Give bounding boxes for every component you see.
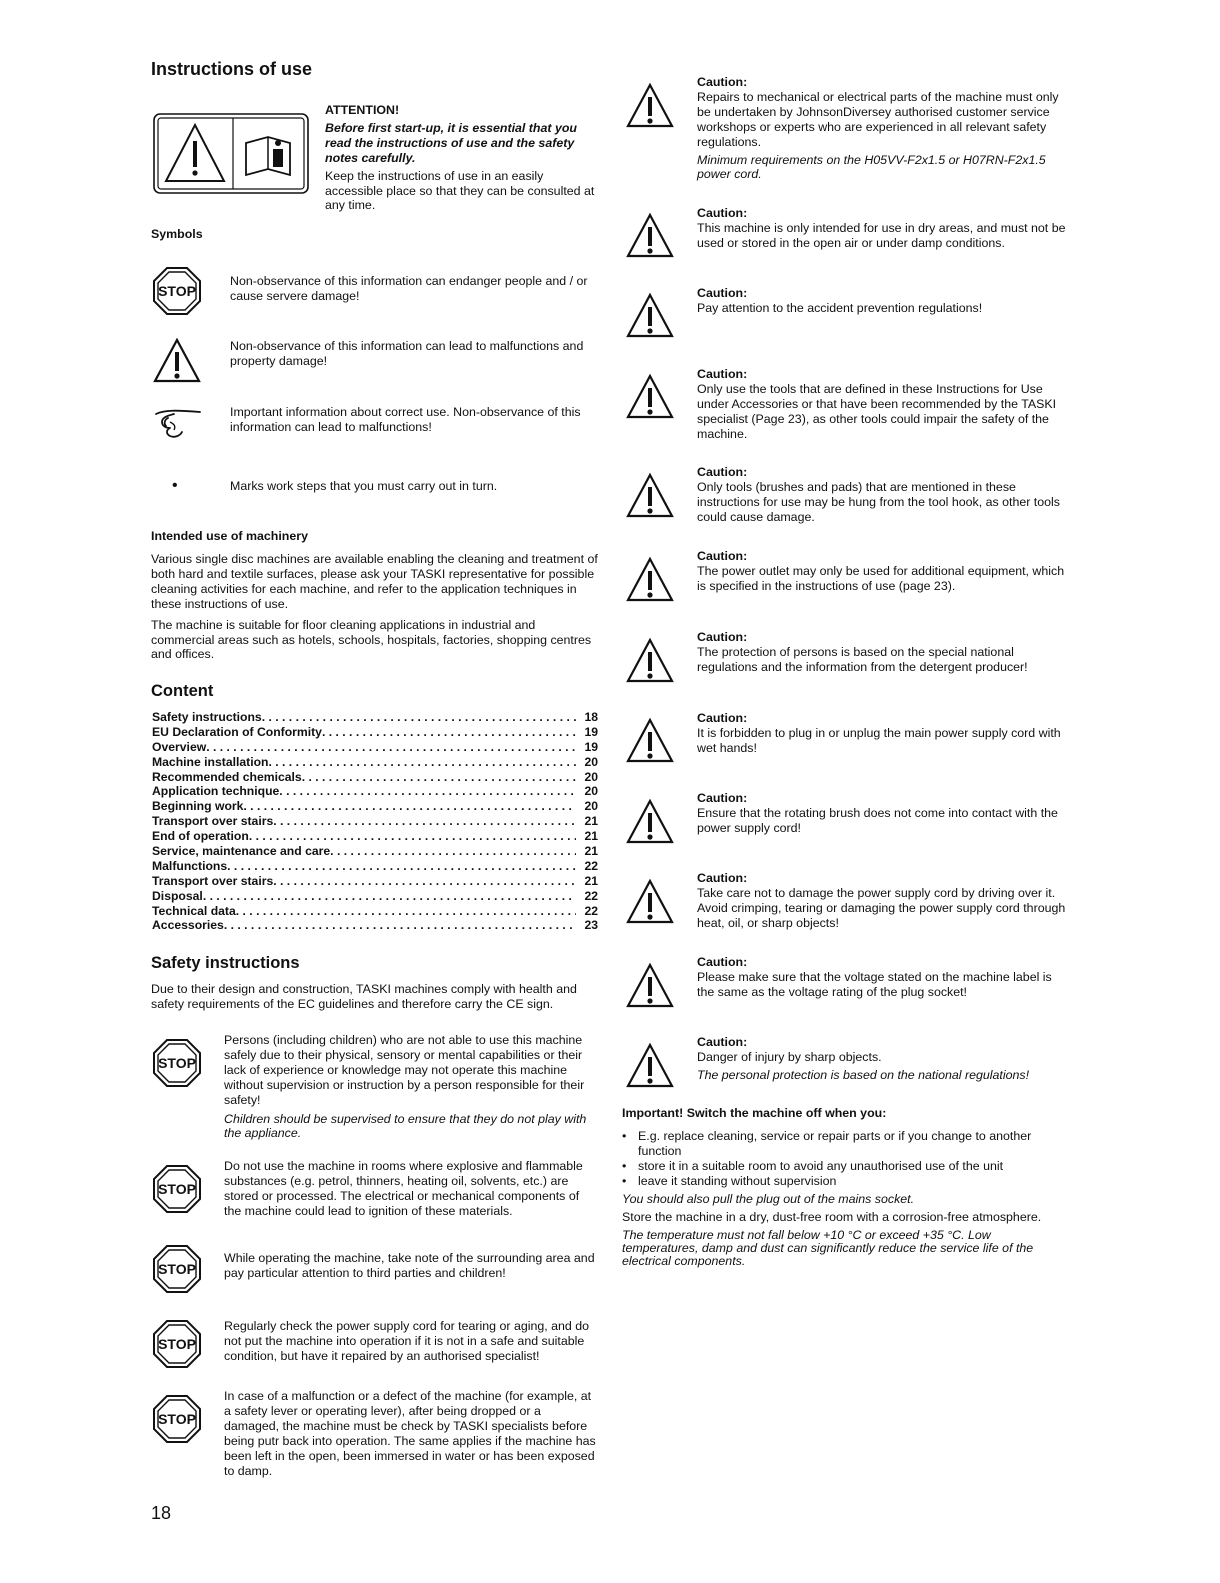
toc-entry-page: 19 <box>584 724 598 739</box>
toc-entry-label: Safety instructions <box>152 710 262 724</box>
toc-entry-page: 19 <box>584 739 598 754</box>
symbol-bullet-text: Marks work steps that you must carry out in turn. <box>230 479 498 493</box>
caution-7 <box>697 630 1069 675</box>
toc-leader-dots <box>224 918 576 933</box>
switch-off-list <box>622 1129 1068 1189</box>
safety-note-1-italic: Children should be supervised to ensure that they do not play with the appliance. <box>224 1111 587 1141</box>
safety-note-2: Do not use the machine in rooms where explosive and flammable substances (e.g. petrol, thinners, heating oil, solvents, etc.) are stored or processed. The electrical or mechanical components of the machine could lead to ignition of these materials. <box>224 1159 583 1218</box>
content-heading: Content <box>151 682 214 700</box>
caution-1 <box>697 75 1069 182</box>
warning-icon <box>626 962 674 1009</box>
toc-entry-page: 20 <box>584 799 598 814</box>
toc-entry-page: 21 <box>584 814 598 829</box>
list-item: • store it in a suitable room to avoid any unauthorised use of the unit <box>622 1159 1068 1174</box>
toc-entry <box>152 844 598 859</box>
toc-entry-label: Accessories <box>152 918 224 933</box>
caution-label: Caution: <box>697 630 748 644</box>
toc-entry-label: Service, maintenance and care <box>152 844 331 859</box>
toc-entry <box>152 755 598 770</box>
warning-icon <box>626 82 674 129</box>
storage-note: Store the machine in a dry, dust-free room with a corrosion-free atmosphere. <box>622 1210 1042 1225</box>
list-item: • leave it standing without supervision <box>622 1174 1068 1189</box>
caution-11 <box>697 955 1069 1000</box>
symbol-stop-text: Non-observance of this information can endanger people and / or cause servere damage! <box>230 274 588 303</box>
toc-leader-dots <box>236 904 576 919</box>
warning-icon <box>626 472 674 519</box>
toc-leader-dots <box>279 784 576 799</box>
warning-icon <box>626 556 674 603</box>
caution-label: Caution: <box>697 465 748 479</box>
safety-note-3: While operating the machine, take note of the surrounding area and pay particular attention to third parties and children! <box>224 1251 595 1280</box>
toc-entry-page: 22 <box>584 903 598 918</box>
toc-entry-label: End of operation <box>152 829 249 844</box>
toc-leader-dots <box>330 844 576 859</box>
toc-entry <box>152 710 598 725</box>
caution-label: Caution: <box>697 367 748 381</box>
toc-entry-label: EU Declaration of Conformity <box>152 724 322 739</box>
caution-12-text: Danger of injury by sharp objects. <box>697 1049 882 1064</box>
stop-icon <box>152 1319 202 1369</box>
toc-entry-page: 20 <box>584 754 598 769</box>
stop-icon <box>152 1394 202 1444</box>
caution-label: Caution: <box>697 955 748 969</box>
toc-entry <box>152 859 598 874</box>
caution-6 <box>697 549 1069 594</box>
switch-off-section <box>622 1106 1068 1268</box>
attention-emphasis: Before first start-up, it is essential that you read the instructions of use and the safety notes carefully. <box>325 120 577 165</box>
toc-entry <box>152 904 598 919</box>
caution-4-text: Only use the tools that are defined in these Instructions for Use under Accessories or that have been recommended by the TASKI specialist (Page 23), as other tools could impair the safety of the machine. <box>697 381 1057 441</box>
intended-use-text <box>151 552 601 662</box>
caution-10 <box>697 871 1069 931</box>
caution-1-italic: Minimum requirements on the H05VV-F2x1.5 or H07RN-F2x1.5 power cord. <box>697 152 1046 182</box>
warning-icon <box>626 1042 674 1089</box>
warning-icon <box>626 373 674 420</box>
toc-entry <box>152 918 598 933</box>
toc-entry <box>152 740 598 755</box>
intended-use-p1: Various single disc machines are available enabling the cleaning and treatment of both hard and textile surfaces, please ask your TASKI representative for possible cleaning activities for each machine, and refer to the application techniques in these instructions of use. <box>151 552 598 611</box>
safety-note-5: In case of a malfunction or a defect of the machine (for example, at a safety lever or operating lever), after being dropped or a damaged, the machine must be check by TASKI specialists before being putr back into operation. The same applies if the machine has been left in the open, been immersed in water or has been exposed to damp. <box>224 1389 596 1478</box>
toc-entry-page: 21 <box>584 844 598 859</box>
caution-9 <box>697 791 1069 836</box>
toc-leader-dots <box>273 814 576 829</box>
toc-entry-page: 22 <box>584 888 598 903</box>
toc-entry-label: Machine installation <box>152 754 269 769</box>
caution-6-text: The power outlet may only be used for additional equipment, which is specified in the instructions of use (page 23). <box>697 563 1065 593</box>
toc-leader-dots <box>302 770 576 785</box>
unplug-note: You should also pull the plug out of the mains socket. <box>622 1191 915 1206</box>
caution-2 <box>697 206 1069 251</box>
toc-entry-label: Transport over stairs <box>152 814 274 829</box>
caution-label: Caution: <box>697 1035 748 1049</box>
toc-entry <box>152 874 598 889</box>
symbol-warning-text: Non-observance of this information can lead to malfunctions and property damage! <box>230 339 584 368</box>
caution-5 <box>697 465 1069 525</box>
toc-leader-dots <box>273 874 576 889</box>
toc-entry-label: Disposal <box>152 888 203 903</box>
attention-heading: ATTENTION! <box>325 103 400 117</box>
caution-12-italic: The personal protection is based on the national regulations! <box>697 1067 1030 1082</box>
switch-off-heading: Important! Switch the machine off when you: <box>622 1106 887 1120</box>
toc-entry <box>152 814 598 829</box>
toc-entry <box>152 799 598 814</box>
toc-entry <box>152 770 598 785</box>
caution-8-text: It is forbidden to plug in or unplug the main power supply cord with wet hands! <box>697 725 1061 755</box>
toc-entry-label: Beginning work <box>152 799 244 814</box>
caution-label: Caution: <box>697 206 748 220</box>
toc-entry-page: 22 <box>584 858 598 873</box>
stop-icon <box>152 1038 202 1088</box>
toc-leader-dots <box>262 710 576 725</box>
toc-entry-label: Malfunctions <box>152 858 228 873</box>
safety-note-4: Regularly check the power supply cord for tearing or aging, and do not put the machine into operation if it is not in a safe and suitable condition, but have it repaired by an authorised specialist! <box>224 1319 590 1363</box>
toc-entry <box>152 829 598 844</box>
caution-7-text: The protection of persons is based on the special national regulations and the information from the detergent producer! <box>697 644 1028 674</box>
warning-icon <box>626 717 674 764</box>
page-title: Instructions of use <box>151 59 313 79</box>
safety-note-1 <box>224 1033 598 1141</box>
bullet-icon: • <box>172 477 178 494</box>
toc-entry-label: Recommended chemicals <box>152 769 302 784</box>
toc-entry-label: Transport over stairs <box>152 873 274 888</box>
page-number: 18 <box>151 1503 172 1523</box>
caution-5-text: Only tools (brushes and pads) that are mentioned in these instructions for use may be hung from the tool hook, as other tools could cause damage. <box>697 479 1060 524</box>
caution-4 <box>697 367 1069 442</box>
caution-12 <box>697 1035 1069 1083</box>
toc-leader-dots <box>249 829 576 844</box>
caution-9-text: Ensure that the rotating brush does not come into contact with the power supply cord! <box>697 805 1058 835</box>
toc-entry-label: Application technique <box>152 784 280 799</box>
caution-3-text: Pay attention to the accident prevention regulations! <box>697 300 983 315</box>
toc-leader-dots <box>268 755 576 770</box>
caution-label: Caution: <box>697 286 748 300</box>
toc-entry-page: 23 <box>584 918 598 933</box>
caution-11-text: Please make sure that the voltage stated on the machine label is the same as the voltage rating of the plug socket! <box>697 969 1052 999</box>
toc-leader-dots <box>203 889 576 904</box>
toc-entry-page: 20 <box>584 784 598 799</box>
caution-label: Caution: <box>697 871 748 885</box>
safety-intro: Due to their design and construction, TASKI machines comply with health and safety requirements of the EC guidelines and therefore carry the CE sign. <box>151 982 577 1011</box>
safety-note-1-text: Persons (including children) who are not able to use this machine safely due to their physical, sensory or mental capabilities or their lack of experience or knowledge may not operate this machine without supervision or instruction by a person responsible for their safety! <box>224 1033 585 1107</box>
toc-leader-dots <box>322 725 576 740</box>
toc-entry <box>152 889 598 904</box>
temperature-note: The temperature must not fall below +10 °C or exceed +35 °C. Low temperatures, damp and dust can significantly reduce the service life of the electrical components. <box>622 1228 1034 1269</box>
read-instructions-pictogram <box>153 113 309 194</box>
attention-block <box>325 103 600 213</box>
caution-10-text: Take care not to damage the power supply cord by driving over it. Avoid crimping, tearing or damaging the power supply cord through heat, oil, or sharp objects! <box>697 885 1066 930</box>
stop-icon <box>152 1244 202 1294</box>
symbols-heading: Symbols <box>151 227 203 241</box>
toc-entry-label: Technical data <box>152 903 236 918</box>
toc-leader-dots <box>227 859 576 874</box>
caution-3 <box>697 286 1069 316</box>
safety-heading: Safety instructions <box>151 954 300 972</box>
caution-label: Caution: <box>697 75 748 89</box>
toc-entry <box>152 725 598 740</box>
pointing-hand-icon <box>152 404 204 442</box>
caution-8 <box>697 711 1069 756</box>
caution-label: Caution: <box>697 711 748 725</box>
caution-label: Caution: <box>697 549 748 563</box>
toc-entry <box>152 784 598 799</box>
caution-2-text: This machine is only intended for use in dry areas, and must not be used or stored in the open air or under damp conditions. <box>697 220 1066 250</box>
warning-icon <box>626 637 674 684</box>
warning-icon <box>626 798 674 845</box>
intended-use-p2: The machine is suitable for floor cleaning applications in industrial and commercial areas such as hotels, schools, hospitals, factories, shopping centres and offices. <box>151 617 592 662</box>
toc-entry-page: 21 <box>584 873 598 888</box>
toc-leader-dots <box>206 740 576 755</box>
table-of-contents <box>152 710 598 933</box>
warning-icon <box>626 292 674 339</box>
attention-body: Keep the instructions of use in an easily accessible place so that they can be consulted at any time. <box>325 168 595 213</box>
caution-1-text: Repairs to mechanical or electrical parts of the machine must only be undertaken by JohnsonDiversey authorised customer service workshops or experts who are experienced in all relevant safety regulations. <box>697 89 1059 149</box>
list-item: • E.g. replace cleaning, service or repair parts or if you change to another function <box>622 1129 1068 1159</box>
warning-icon <box>153 337 201 384</box>
warning-icon <box>626 878 674 925</box>
symbol-hand-text: Important information about correct use. Non-observance of this information can lead to malfunctions! <box>230 405 581 434</box>
toc-entry-page: 20 <box>584 769 598 784</box>
intended-use-heading: Intended use of machinery <box>151 529 308 543</box>
stop-icon <box>152 1164 202 1214</box>
toc-entry-page: 18 <box>584 710 598 724</box>
warning-icon <box>626 212 674 259</box>
stop-icon <box>152 266 202 316</box>
toc-entry-label: Overview <box>152 739 207 754</box>
caution-label: Caution: <box>697 791 748 805</box>
toc-entry-page: 21 <box>584 829 598 844</box>
toc-leader-dots <box>243 799 576 814</box>
